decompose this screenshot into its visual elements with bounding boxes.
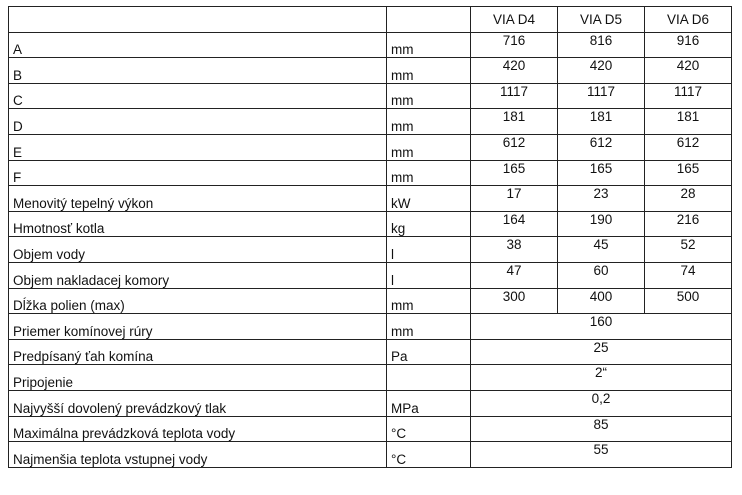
- table-row: [9, 365, 732, 391]
- table-row: [9, 160, 732, 186]
- row-value: 190: [558, 211, 645, 237]
- table-row: [9, 314, 732, 340]
- row-unit: mm: [387, 134, 471, 160]
- row-label: C: [9, 83, 387, 109]
- specification-table: [8, 6, 732, 468]
- row-label: Priemer komínovej rúry: [9, 314, 387, 340]
- table-row: [9, 109, 732, 135]
- row-label: B: [9, 58, 387, 84]
- row-value: 400: [558, 288, 645, 314]
- row-label: Predpísaný ťah komína: [9, 339, 387, 365]
- row-value: 916: [645, 32, 732, 58]
- row-unit: °C: [387, 442, 471, 468]
- row-label: Objem vody: [9, 237, 387, 263]
- row-label: Maximálna prevádzková teplota vody: [9, 416, 387, 442]
- row-unit: Pa: [387, 339, 471, 365]
- row-unit: mm: [387, 160, 471, 186]
- table-row: [9, 134, 732, 160]
- row-value: 1117: [558, 83, 645, 109]
- row-value-merged: 2“: [471, 365, 732, 391]
- table-row: [9, 58, 732, 84]
- row-value: 74: [645, 262, 732, 288]
- row-value-merged: 55: [471, 442, 732, 468]
- table-row: [9, 186, 732, 212]
- row-unit: kW: [387, 186, 471, 212]
- row-value: 216: [645, 211, 732, 237]
- row-value-merged: 0,2: [471, 390, 732, 416]
- row-value: 716: [471, 32, 558, 58]
- header-model-d4: VIA D4: [471, 7, 558, 33]
- row-value: 52: [645, 237, 732, 263]
- row-value: 420: [645, 58, 732, 84]
- table-row: [9, 442, 732, 468]
- row-label: A: [9, 32, 387, 58]
- row-value: 165: [645, 160, 732, 186]
- row-unit: [387, 365, 471, 391]
- row-unit: mm: [387, 58, 471, 84]
- table-row: [9, 339, 732, 365]
- row-unit: mm: [387, 109, 471, 135]
- row-value: 612: [471, 134, 558, 160]
- row-label: Najmenšia teplota vstupnej vody: [9, 442, 387, 468]
- row-label: Hmotnosť kotla: [9, 211, 387, 237]
- row-value: 612: [645, 134, 732, 160]
- row-value: 1117: [471, 83, 558, 109]
- row-value: 17: [471, 186, 558, 212]
- row-value-merged: 85: [471, 416, 732, 442]
- row-unit: mm: [387, 288, 471, 314]
- row-value: 1117: [645, 83, 732, 109]
- header-unit-cell: [387, 7, 471, 33]
- row-value-merged: 160: [471, 314, 732, 340]
- row-value: 612: [558, 134, 645, 160]
- specification-table-body: [9, 7, 732, 468]
- table-row: [9, 288, 732, 314]
- row-value: 60: [558, 262, 645, 288]
- table-row: [9, 262, 732, 288]
- row-value: 300: [471, 288, 558, 314]
- table-row: [9, 416, 732, 442]
- row-value: 165: [471, 160, 558, 186]
- header-model-d5: VIA D5: [558, 7, 645, 33]
- row-value: 181: [558, 109, 645, 135]
- table-row: [9, 32, 732, 58]
- header-model-d6: VIA D6: [645, 7, 732, 33]
- row-unit: l: [387, 262, 471, 288]
- row-value: 164: [471, 211, 558, 237]
- row-unit: mm: [387, 83, 471, 109]
- row-label: Objem nakladacej komory: [9, 262, 387, 288]
- table-row: [9, 83, 732, 109]
- table-row: [9, 211, 732, 237]
- row-value: 45: [558, 237, 645, 263]
- row-unit: °C: [387, 416, 471, 442]
- row-label: E: [9, 134, 387, 160]
- row-label: Dĺžka polien (max): [9, 288, 387, 314]
- row-value: 816: [558, 32, 645, 58]
- row-value: 23: [558, 186, 645, 212]
- row-value: 420: [471, 58, 558, 84]
- row-unit: MPa: [387, 390, 471, 416]
- row-value: 165: [558, 160, 645, 186]
- row-value: 500: [645, 288, 732, 314]
- row-label: F: [9, 160, 387, 186]
- row-value-merged: 25: [471, 339, 732, 365]
- row-label: Pripojenie: [9, 365, 387, 391]
- row-value: 181: [471, 109, 558, 135]
- row-value: 28: [645, 186, 732, 212]
- row-unit: kg: [387, 211, 471, 237]
- row-label: Najvyšší dovolený prevádzkový tlak: [9, 390, 387, 416]
- table-header-row: [9, 7, 732, 33]
- row-unit: mm: [387, 314, 471, 340]
- row-unit: l: [387, 237, 471, 263]
- table-row: [9, 237, 732, 263]
- row-value: 420: [558, 58, 645, 84]
- row-value: 47: [471, 262, 558, 288]
- row-unit: mm: [387, 32, 471, 58]
- row-label: D: [9, 109, 387, 135]
- table-row: [9, 390, 732, 416]
- header-label-cell: [9, 7, 387, 33]
- row-value: 181: [645, 109, 732, 135]
- row-label: Menovitý tepelný výkon: [9, 186, 387, 212]
- row-value: 38: [471, 237, 558, 263]
